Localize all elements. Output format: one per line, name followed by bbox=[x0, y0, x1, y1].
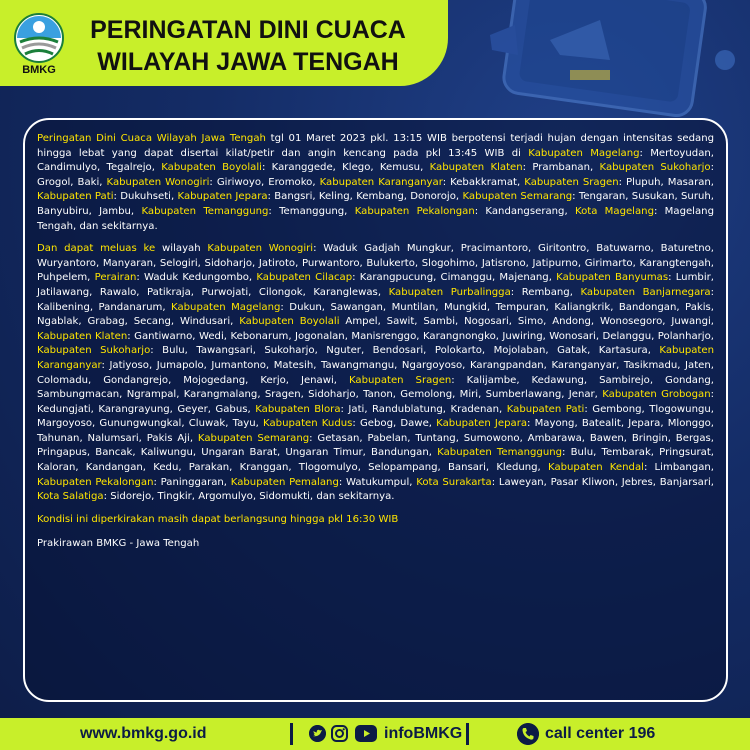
region-label: Dan dapat meluas ke bbox=[37, 243, 156, 255]
area-list-text: : Kedungjati, Karangrayung, Geyer, Gabus, bbox=[37, 389, 715, 415]
region-label: Kabupaten Kudus bbox=[263, 418, 353, 430]
region-label: Kabupaten Magelang bbox=[171, 301, 281, 313]
warning-card bbox=[23, 118, 728, 702]
region-label: Kabupaten Kendal bbox=[548, 462, 644, 474]
area-list-text: : Jatiyoso, Jumapolo, Jumantono, Matesih, Tawangmangu, Ngargoyoso, Karangpandan, Karanganyar, Tasikmadu, Jaten, Colomadu, Gondangrejo, Mojogedang, Kerjo, Jenawi, bbox=[37, 359, 714, 386]
area-list-text: : Tengaran, Susukan, Suruh, Banyubiru, Jambu, bbox=[37, 191, 714, 217]
forecaster-credit: Prakirawan BMKG - Jawa Tengah bbox=[37, 538, 200, 550]
region-label: Kabupaten Boyolali bbox=[239, 316, 340, 328]
title-line-1: PERINGATAN DINI CUACA bbox=[90, 16, 406, 44]
region-label: Kabupaten Temanggung bbox=[141, 205, 269, 217]
youtube-icon[interactable] bbox=[355, 725, 377, 742]
region-label: Kabupaten Magelang bbox=[528, 147, 640, 159]
region-label: Kabupaten Pati bbox=[37, 191, 114, 203]
area-list-text: : Dukun, Sawangan, Muntilan, Mungkid, Tempuran, Kaliangkrik, Bandongan, Pakis, Ngablak, Grabag, Secang, Windusari, bbox=[37, 301, 714, 328]
region-label: Kabupaten Blora bbox=[255, 403, 341, 415]
region-label: Kabupaten Grobogan bbox=[602, 389, 711, 401]
area-list-text: : Mertoyudan, Candimulyo, Tegalrejo, bbox=[37, 147, 714, 174]
region-label: Kota Magelang bbox=[574, 205, 654, 217]
area-list-text: : Gantiwarno, Wedi, Kebonarum, Jogonalan, Manisrenggo, Karangnongko, Juwiring, Wonosari, Delanggu, Polanharjo, bbox=[127, 330, 714, 342]
duration-note: Kondisi ini diperkirakan masih dapat berlangsung hingga pkl 16:30 WIB bbox=[37, 513, 399, 525]
area-list-text: : Dukuhseti, bbox=[113, 191, 178, 203]
website-link[interactable]: www.bmkg.go.id bbox=[80, 725, 207, 742]
twitter-icon[interactable] bbox=[309, 725, 326, 742]
area-list-text: : Waduk Gadjah Mungkur, Pracimantoro, Giritontro, Batuwarno, Baturetno, Wuryantoro, Manyaran, Selogiri, Sidoharjo, Jatiroto, Purwantoro, Bulukerto, Slogohimo, Jatisrono, Jatipurno, Girimarto, Karangtengah, Puhpelem, bbox=[37, 243, 714, 284]
header-band bbox=[0, 0, 448, 86]
megaphone-phone-illustration-icon bbox=[470, 0, 750, 120]
region-label: Peringatan Dini Cuaca Wilayah Jawa Tengah bbox=[37, 133, 266, 144]
area-list-text: : Waduk Kedungombo, bbox=[136, 272, 257, 284]
region-label: Kabupaten Sragen bbox=[524, 176, 619, 188]
divider bbox=[290, 723, 293, 745]
area-list-text: : Bangsri, Keling, Kembang, Donorojo, bbox=[267, 191, 463, 203]
region-label: Kabupaten Temanggung bbox=[437, 447, 563, 459]
region-label: Kabupaten Klaten bbox=[37, 330, 128, 342]
area-list-text: : Jati, Randublatung, Kradenan, bbox=[340, 403, 507, 415]
area-list-text: : Watukumpul, bbox=[338, 476, 417, 488]
region-label: Kabupaten Klaten bbox=[429, 162, 523, 174]
divider bbox=[466, 723, 469, 745]
area-list-text: : Rembang, bbox=[510, 286, 581, 298]
area-list-text: : Karangpucung, Cimanggu, Majenang, bbox=[352, 272, 557, 284]
area-list-text: wilayah bbox=[155, 243, 208, 255]
area-list-text: : Prambanan, bbox=[522, 162, 600, 174]
region-label: Kabupaten Karanganyar bbox=[319, 176, 443, 188]
area-list-text: : Lumbir, Jatilawang, Rawalo, Patikraja, Purwojati, Cilongok, Karanglewas, bbox=[37, 272, 714, 298]
instagram-icon[interactable] bbox=[331, 725, 348, 742]
region-label: Kabupaten Wonogiri bbox=[106, 176, 210, 188]
region-label: Kabupaten Semarang bbox=[462, 191, 573, 203]
phone-icon bbox=[517, 723, 539, 745]
area-list-text: : Bulu, Tawangsari, Sukoharjo, Nguter, Bendosari, Polokarto, Mojolaban, Gatak, Kartasura, bbox=[150, 345, 660, 357]
area-list-text: : Bulu, Tembarak, Pringsurat, Kaloran, Kandangan, Kedu, Parakan, Kranggan, Tlogomulyo, Selopampang, Bansari, Kledung, bbox=[37, 447, 715, 474]
region-label: Kabupaten Pati bbox=[506, 403, 585, 415]
region-label: Kabupaten Cilacap bbox=[256, 272, 353, 284]
area-list-text: : Giriwoyo, Eromoko, bbox=[209, 176, 320, 188]
region-label: Kabupaten Sukoharjo bbox=[37, 345, 151, 357]
logo-text: BMKG bbox=[22, 64, 56, 76]
region-label: Kabupaten Jepara bbox=[436, 418, 528, 430]
area-list-text: : Kalijambe, Kedawung, Sambirejo, Gondang, Sambungmacan, Ngrampal, Karangmalang, Sragen, Sidoharjo, Tanon, Gemolong, Miri, Sumberlawang, Jenar, bbox=[37, 374, 714, 401]
area-list-text: : Magelang Tengah, dan sekitarnya. bbox=[37, 205, 714, 232]
area-list-text: : Kandangserang, bbox=[474, 205, 575, 217]
area-list-text: : Laweyan, Pasar Kliwon, Jebres, Banjarsari, bbox=[491, 476, 714, 488]
area-list-text: : Kalibening, Pandanarum, bbox=[37, 286, 714, 313]
region-label: Kabupaten Banjarnegara bbox=[580, 286, 711, 298]
warning-paragraph-expansion bbox=[37, 242, 714, 505]
area-list-text: : Kebakkramat, bbox=[442, 176, 525, 188]
region-label: Kabupaten Sukoharjo bbox=[599, 162, 711, 174]
region-label: Kabupaten Wonogiri bbox=[207, 243, 314, 255]
area-list-text: : Getasan, Pabelan, Tuntang, Sumowono, Ambarawa, Bawen, Bringin, Bergas, Pringapus, Bancak, Kaliwungu, Ungaran Barat, Ungaran Timur, Bandungan, bbox=[37, 432, 714, 459]
area-list-text: : Paninggaran, bbox=[153, 476, 231, 488]
area-list-text: : Temanggung, bbox=[268, 205, 355, 217]
social-handle[interactable]: infoBMKG bbox=[384, 725, 463, 742]
warning-paragraph-main bbox=[37, 132, 714, 234]
region-label: Kabupaten Jepara bbox=[177, 191, 268, 203]
area-list-text: : Sidorejo, Tingkir, Argomulyo, Sidomukti, dan sekitarnya. bbox=[103, 491, 395, 503]
footer-bar bbox=[0, 718, 750, 750]
region-label: Perairan bbox=[94, 272, 137, 284]
area-list-text: : Plupuh, Masaran, bbox=[618, 176, 715, 188]
region-label: Kabupaten Pemalang bbox=[230, 476, 339, 488]
region-label: Kabupaten Pekalongan bbox=[354, 205, 475, 217]
region-label: Kabupaten Banyumas bbox=[556, 272, 669, 284]
region-label: Kabupaten Semarang bbox=[197, 432, 310, 444]
area-list-text: : Gebog, Dawe, bbox=[352, 418, 437, 430]
area-list-text: tgl 01 Maret 2023 pkl. 13:15 WIB berpotensi terjadi hujan dengan intensitas sedang hingga lebat yang dapat disertai kilat/petir dan angin kencang pada pkl 13:45 WIB di bbox=[37, 133, 715, 159]
region-label: Kabupaten Pekalongan bbox=[37, 476, 154, 488]
region-label: Kota Surakarta bbox=[416, 476, 492, 488]
region-label: Kabupaten Karanganyar bbox=[37, 345, 714, 371]
region-label: Kabupaten Sragen bbox=[348, 374, 452, 386]
region-label: Kabupaten Boyolali bbox=[161, 162, 262, 174]
area-list-text: : Gembong, Tlogowungu, Margoyoso, Gunungwungkal, Cluwak, Tayu, bbox=[37, 403, 714, 430]
area-list-text: : Grogol, Baki, bbox=[37, 162, 714, 188]
area-list-text: : Limbangan, bbox=[643, 462, 715, 474]
call-center[interactable]: call center 196 bbox=[545, 725, 656, 742]
area-list-text: : Karanggede, Klego, Kemusu, bbox=[261, 162, 430, 174]
area-list-text: : Mayong, Batealit, Jepara, Mlonggo, Tahunan, Nalumsari, Pakis Aji, bbox=[37, 418, 714, 444]
title-line-2: WILAYAH JAWA TENGAH bbox=[97, 48, 399, 76]
region-label: Kota Salatiga bbox=[37, 491, 104, 503]
page-title bbox=[78, 14, 418, 78]
area-list-text: Ampel, Sawit, Sambi, Nogosari, Simo, Andong, Wonosegoro, Juwangi, bbox=[339, 316, 714, 328]
region-label: Kabupaten Purbalingga bbox=[388, 286, 511, 298]
